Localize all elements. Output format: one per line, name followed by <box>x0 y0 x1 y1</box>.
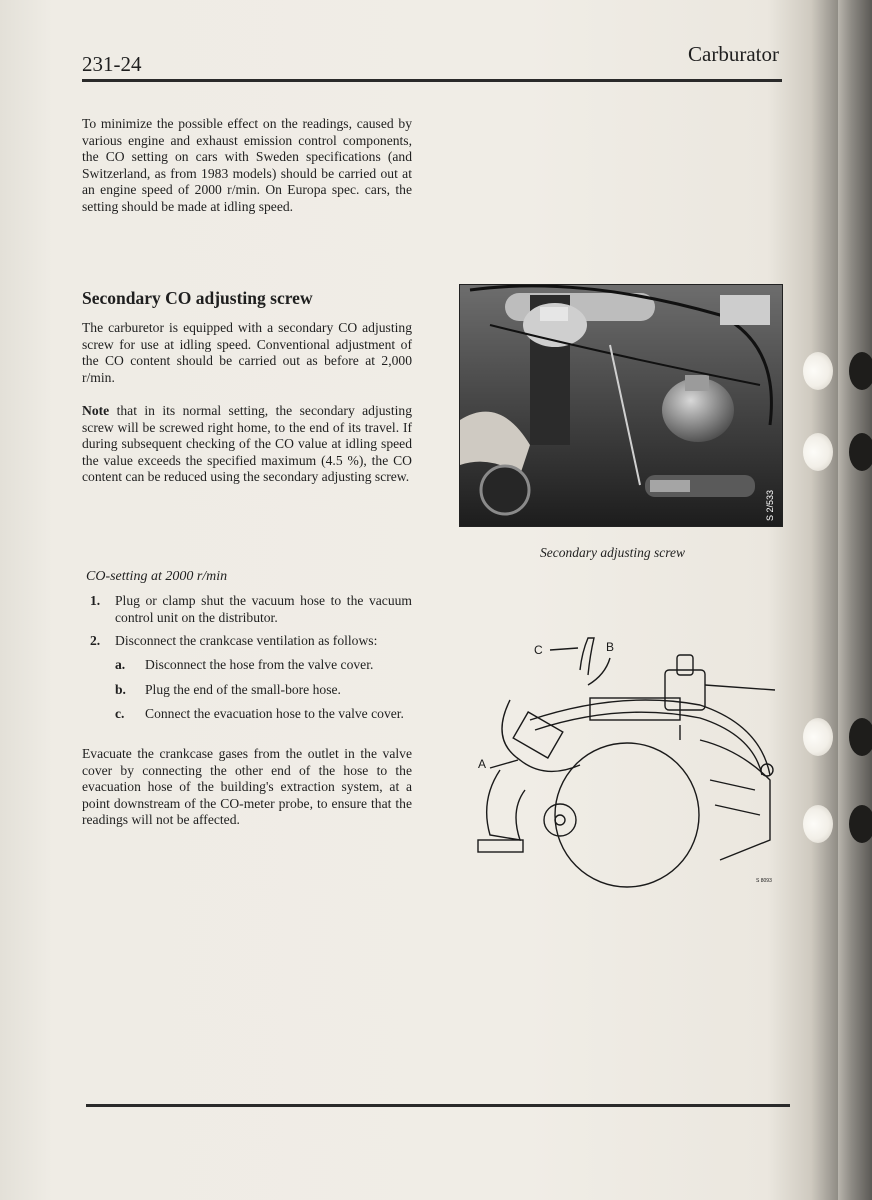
section-title: Carburator <box>688 42 779 66</box>
label-a: A <box>478 757 487 771</box>
substep-text: Disconnect the hose from the valve cover. <box>145 657 374 672</box>
substep-item <box>115 706 413 740</box>
binder-ring <box>849 433 872 471</box>
intro-paragraph: To minimize the possible effect on the readings, caused by various engine and exhaust emission control components, the CO setting on cars with Sweden specifications (and Switzerland, as from 1983 models) should be carried out at an engine speed of 2000 r/min. On Europa spec. cars, the setting should be made at idling speed. <box>82 116 412 214</box>
binder-ring <box>849 352 872 390</box>
diagram-code: S 8093 <box>756 878 772 884</box>
note-paragraph <box>82 403 412 486</box>
photo-code: S 2/533 <box>765 489 775 521</box>
substep-text: Connect the evacuation hose to the valve cover. <box>145 706 404 721</box>
binder-ring <box>849 718 872 756</box>
binder-ring <box>849 805 872 843</box>
engine-photo <box>459 284 783 527</box>
step-number: 1. <box>90 593 101 608</box>
step-text: Plug or clamp shut the vacuum hose to the vacuum control unit on the distributor. <box>115 593 412 625</box>
co-setting-subheading: CO-setting at 2000 r/min <box>86 569 228 584</box>
engine-photo-illustration <box>460 285 782 526</box>
punch-hole <box>803 718 833 756</box>
label-c: C <box>534 643 543 657</box>
substep-item <box>115 682 413 700</box>
step-number: 2. <box>90 633 101 648</box>
note-text: that in its normal setting, the secondary adjusting screw will be screwed right home, to the end of its travel. If during subsequent checking of the CO value at idling speed the value exceeds the specified maximum (4.5 %), the CO content can be reduced using the secondary adjusting screw. <box>82 403 412 484</box>
substep-letter: a. <box>115 657 126 672</box>
step-item <box>90 633 412 651</box>
section-heading: Secondary CO adjusting screw <box>82 288 313 308</box>
engine-diagram-illustration <box>470 630 782 892</box>
engine-diagram <box>470 630 782 892</box>
header-rule <box>82 79 782 82</box>
photo-caption: Secondary adjusting screw <box>540 545 685 560</box>
note-lead: Note <box>82 403 110 418</box>
step-text: Disconnect the crankcase ventilation as follows: <box>115 633 378 648</box>
label-b: B <box>606 640 615 654</box>
punch-hole <box>803 805 833 843</box>
secondary-paragraph: The carburetor is equipped with a secondary CO adjusting screw for use at idling speed. Conventional adjustment of the CO content should be carried out as before at 2,000 r/min. <box>82 320 412 385</box>
footer-rule <box>86 1104 790 1107</box>
closing-paragraph: Evacuate the crankcase gases from the outlet in the valve cover by connecting the other end of the hose to the evacuation hose of the building's extraction system, at a point downstream of the CO-meter probe, to ensure that the readings will not be affected. <box>82 746 412 827</box>
substep-letter: b. <box>115 682 126 697</box>
punch-hole <box>803 352 833 390</box>
step-item <box>90 593 412 627</box>
substep-letter: c. <box>115 706 125 721</box>
page-number: 231-24 <box>82 52 142 76</box>
binder-spine <box>838 0 872 1200</box>
substep-text: Plug the end of the small-bore hose. <box>145 682 341 697</box>
punch-hole <box>803 433 833 471</box>
substep-item <box>115 657 413 675</box>
